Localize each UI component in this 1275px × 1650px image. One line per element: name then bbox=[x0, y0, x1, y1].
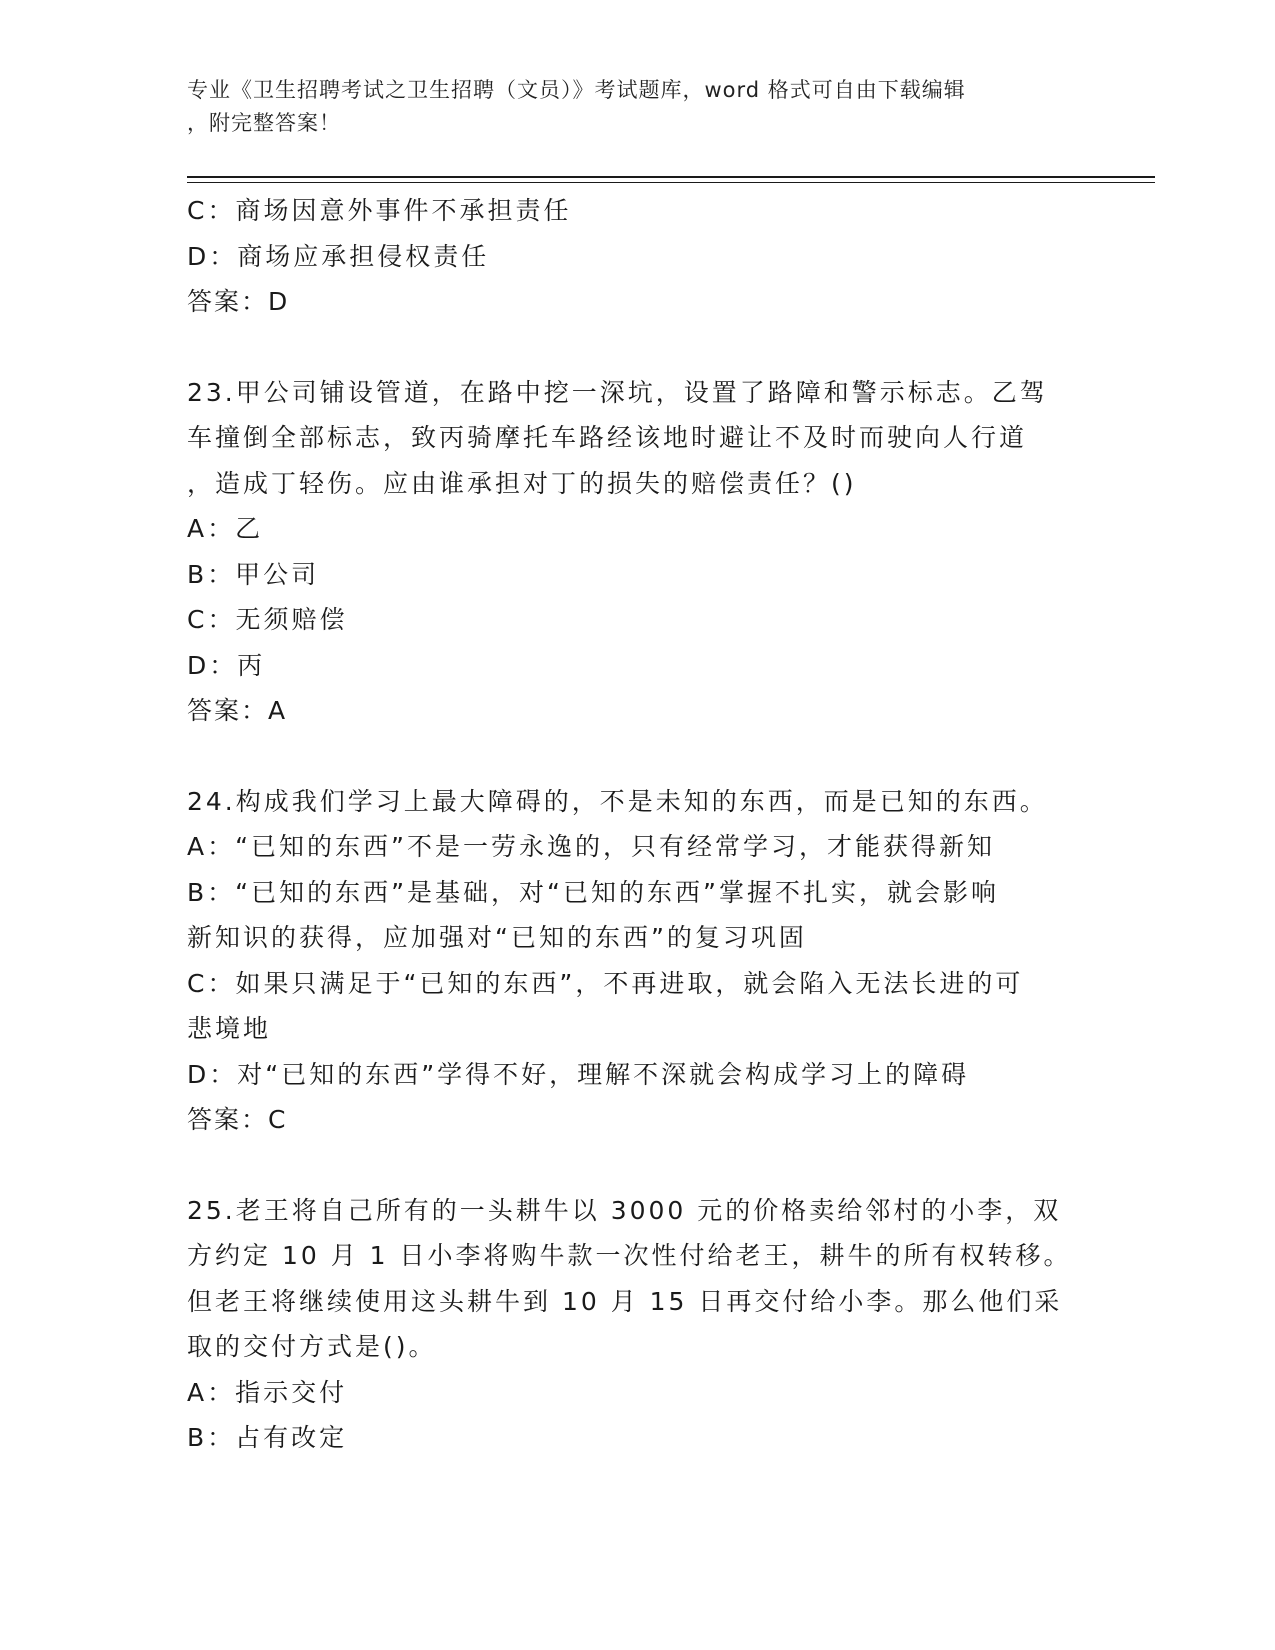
option-c: C：商场因意外事件不承担责任 bbox=[187, 196, 572, 225]
option-a: A：“已知的东西”不是一劳永逸的，只有经常学习，才能获得新知 bbox=[187, 832, 996, 861]
question-block-24 bbox=[187, 779, 1087, 1143]
option-d: D：商场应承担侵权责任 bbox=[187, 241, 490, 271]
option-b: B：甲公司 bbox=[187, 559, 320, 589]
header-line-2: ，附完整答案！ bbox=[187, 111, 341, 135]
question-stem: 24.构成我们学习上最大障碍的，不是未知的东西，而是已知的东西。 bbox=[187, 786, 1048, 816]
header-divider-thin bbox=[187, 182, 1155, 183]
answer-line: 答案：D bbox=[187, 287, 290, 316]
page-header bbox=[187, 74, 1067, 140]
question-stem: 但老王将继续使用这头耕牛到 10 月 15 日再交付给小李。那么他们采 bbox=[187, 1286, 1063, 1316]
option-b-continued: 新知识的获得，应加强对“已知的东西”的复习巩固 bbox=[187, 923, 807, 952]
spacer bbox=[187, 325, 1087, 370]
spacer bbox=[187, 734, 1087, 779]
option-b: B：占有改定 bbox=[187, 1423, 348, 1452]
option-d: D：丙 bbox=[187, 650, 266, 680]
question-stem: 取的交付方式是()。 bbox=[187, 1332, 437, 1361]
option-a: A：指示交付 bbox=[187, 1377, 348, 1407]
question-block-23 bbox=[187, 370, 1087, 734]
spacer bbox=[187, 1143, 1087, 1188]
answer-line: 答案：C bbox=[187, 1105, 288, 1134]
question-stem: 23.甲公司铺设管道，在路中挖一深坑，设置了路障和警示标志。乙驾 bbox=[187, 377, 1048, 407]
option-a: A：乙 bbox=[187, 514, 264, 543]
option-b: B：“已知的东西”是基础，对“已知的东西”掌握不扎实，就会影响 bbox=[187, 877, 999, 907]
question-stem: 车撞倒全部标志，致丙骑摩托车路经该地时避让不及时而驶向人行道 bbox=[187, 423, 1028, 452]
question-stem: ，造成丁轻伤。应由谁承担对丁的损失的赔偿责任？() bbox=[187, 468, 857, 498]
question-stem: 25.老王将自己所有的一头耕牛以 3000 元的价格卖给邻村的小李，双 bbox=[187, 1195, 1062, 1225]
question-block-22 bbox=[187, 188, 1087, 325]
header-line-1: 专业《卫生招聘考试之卫生招聘（文员）》考试题库，word 格式可自由下载编辑 bbox=[187, 78, 966, 102]
answer-line: 答案：A bbox=[187, 696, 288, 725]
option-c: C：无须赔偿 bbox=[187, 605, 348, 634]
question-stem: 方约定 10 月 1 日小李将购牛款一次性付给老王，耕牛的所有权转移。 bbox=[187, 1241, 1072, 1270]
question-block-25 bbox=[187, 1188, 1087, 1461]
question-content bbox=[187, 188, 1087, 1461]
option-c-continued: 悲境地 bbox=[187, 1014, 272, 1043]
header-divider-thick bbox=[187, 176, 1155, 178]
option-c: C：如果只满足于“已知的东西”，不再进取，就会陷入无法长进的可 bbox=[187, 968, 1024, 998]
option-d: D：对“已知的东西”学得不好，理解不深就会构成学习上的障碍 bbox=[187, 1059, 970, 1089]
